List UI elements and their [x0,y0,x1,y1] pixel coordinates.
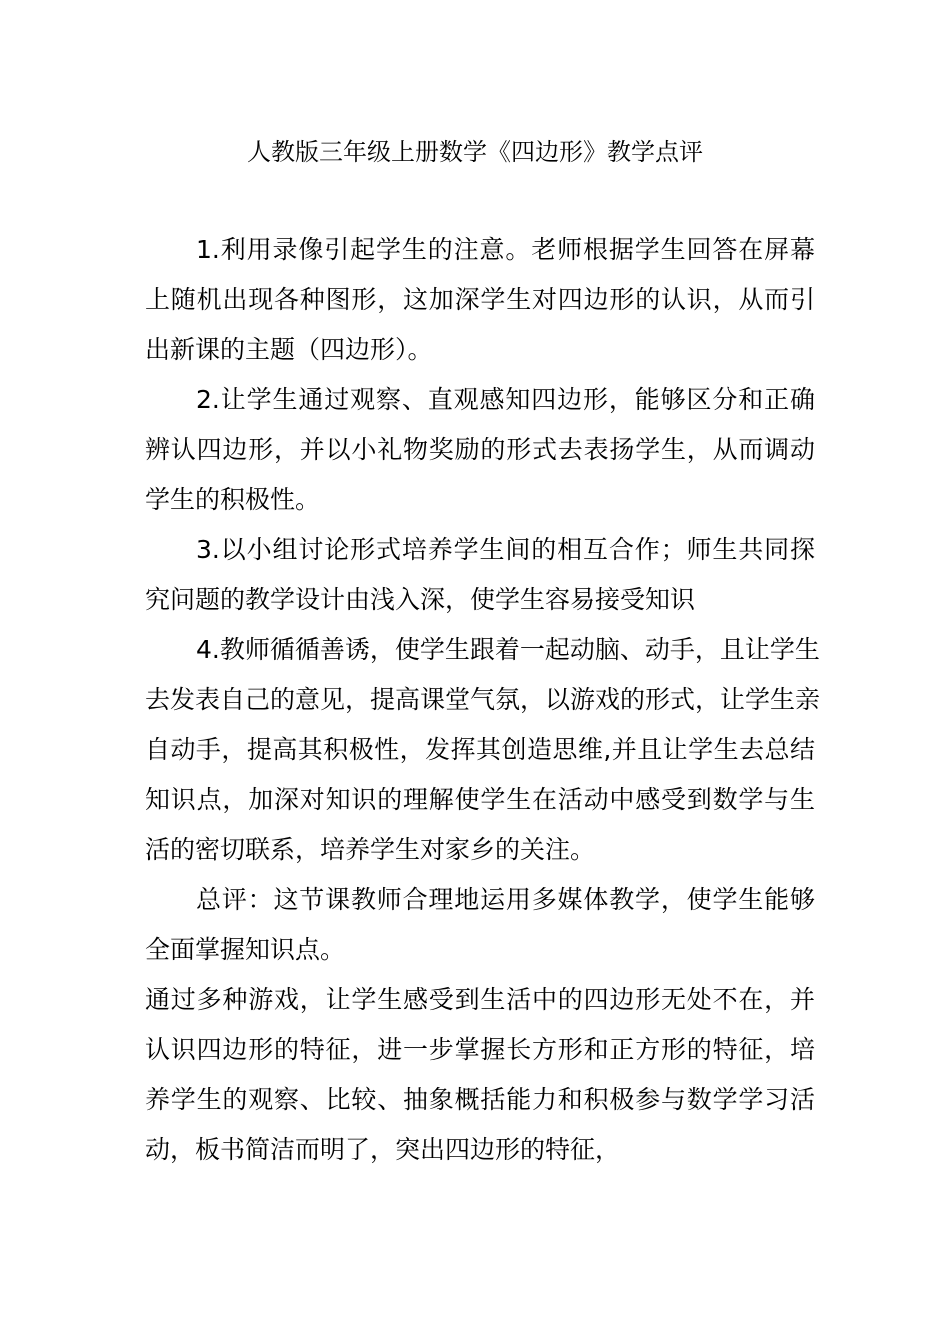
paragraph-1-line-3: 出新课的主题（四边形）。 [145,335,433,364]
summary-line-2: 全面掌握知识点。 [145,935,346,964]
paragraph-4-line-2: 去发表自己的意见，提高课堂气氛，以游戏的形式，让学生亲 [145,685,821,714]
paragraph-3-line-1: 3.以小组讨论形式培养学生间的相互合作；师生共同探 [196,535,815,564]
paragraph-2-line-1: 2.让学生通过观察、直观感知四边形，能够区分和正确 [196,385,815,414]
paragraph-4-line-3: 自动手，提高其积极性，发挥其创造思维,并且让学生去总结 [145,735,815,764]
paragraph-4-line-1: 4.教师循循善诱，使学生跟着一起动脑、动手，且让学生 [196,635,820,664]
final-paragraph-line-3: 养学生的观察、比较、抽象概括能力和积极参与数学学习活 [145,1085,815,1114]
paragraph-4-line-4: 知识点，加深对知识的理解使学生在活动中感受到数学与生 [145,785,815,814]
summary-line-1: 总评：这节课教师合理地运用多媒体教学，使学生能够 [196,885,815,914]
paragraph-2-line-3: 学生的积极性。 [145,485,321,514]
document-title: 人教版三年级上册数学《四边形》教学点评 [247,138,703,166]
final-paragraph-line-2: 认识四边形的特征，进一步掌握长方形和正方形的特征，培 [145,1035,815,1064]
final-paragraph-line-4: 动，板书简洁而明了，突出四边形的特征， [145,1135,621,1164]
final-paragraph-line-1: 通过多种游戏，让学生感受到生活中的四边形无处不在，并 [145,985,815,1014]
paragraph-1-line-1: 1.利用录像引起学生的注意。老师根据学生回答在屏幕 [196,235,815,264]
paragraph-1-line-2: 上随机出现各种图形，这加深学生对四边形的认识，从而引 [145,285,815,314]
paragraph-2-line-2: 辨认四边形，并以小礼物奖励的形式去表扬学生，从而调动 [145,435,815,464]
paragraph-3-line-2: 究问题的教学设计由浅入深，使学生容易接受知识 [145,585,696,614]
paragraph-4-line-5: 活的密切联系，培养学生对家乡的关注。 [145,835,596,864]
